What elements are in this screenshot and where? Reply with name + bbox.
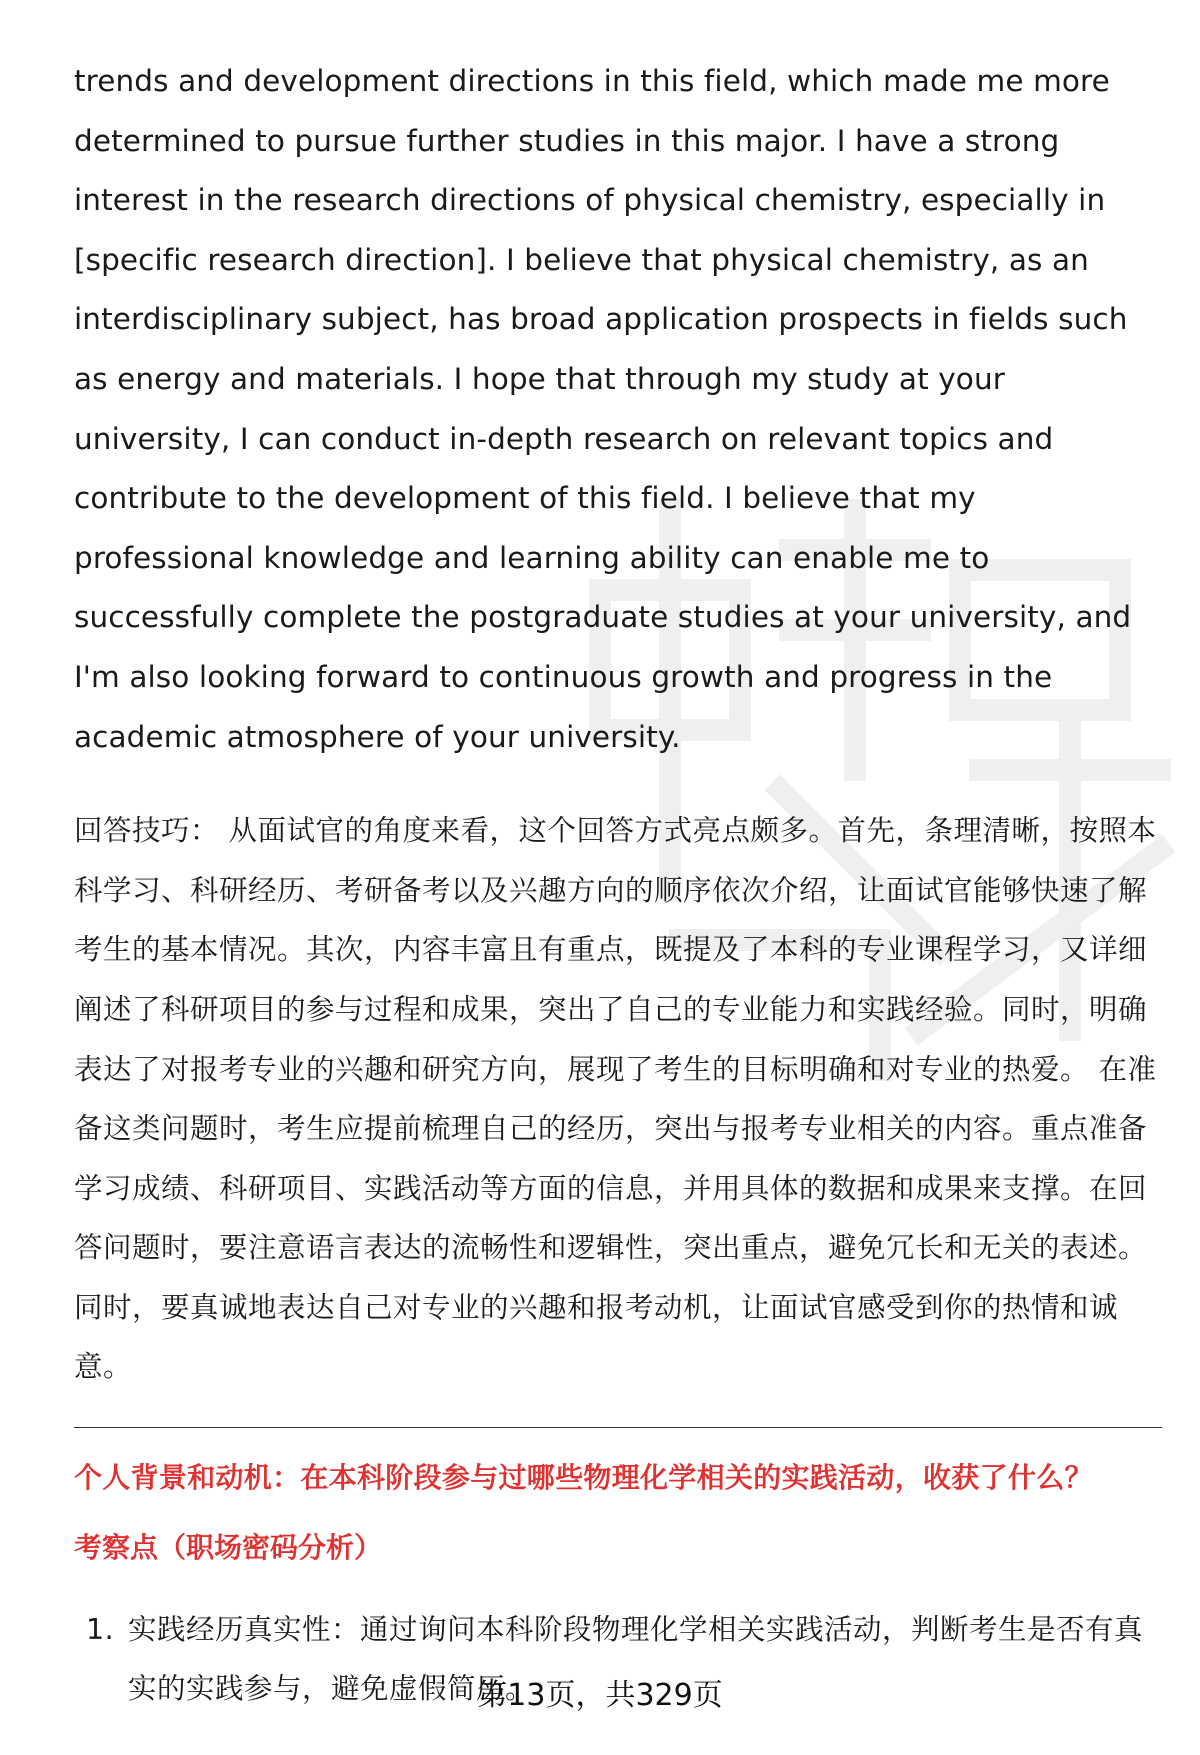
analysis-heading: 考察点（职场密码分析） bbox=[74, 1531, 383, 1565]
english-answer-paragraph: trends and development directions in this field, which made me more determined to pursue further studies in this major. I have a strong interest in the research directions of physical chemistry, especially in [specific research direction]. I believe that physical chemistry, as an interdisciplinary subject, has broad application prospects in fields such as energy and materials. I hope that through my study at your university, I can conduct in-depth research on relevant topics and contribute to the development of this field. I believe that my professional knowledge and learning ability can enable me to successfully complete the postgraduate studies at your university, and I'm also looking forward to continuous growth and progress in the academic atmosphere of your university. bbox=[74, 64, 1132, 754]
list-item-text: 实践经历真实性：通过询问本科阶段物理化学相关实践活动，判断考生是否有真实的实践参与，避免虚假简历。 bbox=[128, 1613, 1144, 1706]
answer-tips-paragraph: 回答技巧： 从面试官的角度来看，这个回答方式亮点颇多。首先，条理清晰，按照本科学习、科研经历、考研备考以及兴趣方向的顺序依次介绍，让面试官能够快速了解考生的基本情况。其次，内容丰富且有重点，既提及了本科的专业课程学习，又详细阐述了科研项目的参与过程和成果，突出了自己的专业能力和实践经验。同时，明确表达了对报考专业的兴趣和研究方向，展现了考生的目标明确和对专业的热爱。 在准备这类问题时，考生应提前梳理自己的经历，突出与报考专业相关的内容。重点准备学习成绩、科研项目、实践活动等方面的信息，并用具体的数据和成果来支撑。在回答问题时，要注意语言表达的流畅性和逻辑性，突出重点，避免冗长和无关的表述。同时，要真诚地表达自己对专业的兴趣和报考动机，让面试官感受到你的热情和诚意。 bbox=[74, 814, 1157, 1384]
page-content bbox=[74, 52, 1164, 1718]
list-item-number: 1. bbox=[86, 1613, 115, 1647]
page-number-footer: 第13页，共329页 bbox=[477, 1678, 723, 1713]
section-divider bbox=[74, 1427, 1162, 1428]
question-heading: 个人背景和动机：在本科阶段参与过哪些物理化学相关的实践活动，收获了什么？ bbox=[74, 1461, 1093, 1495]
